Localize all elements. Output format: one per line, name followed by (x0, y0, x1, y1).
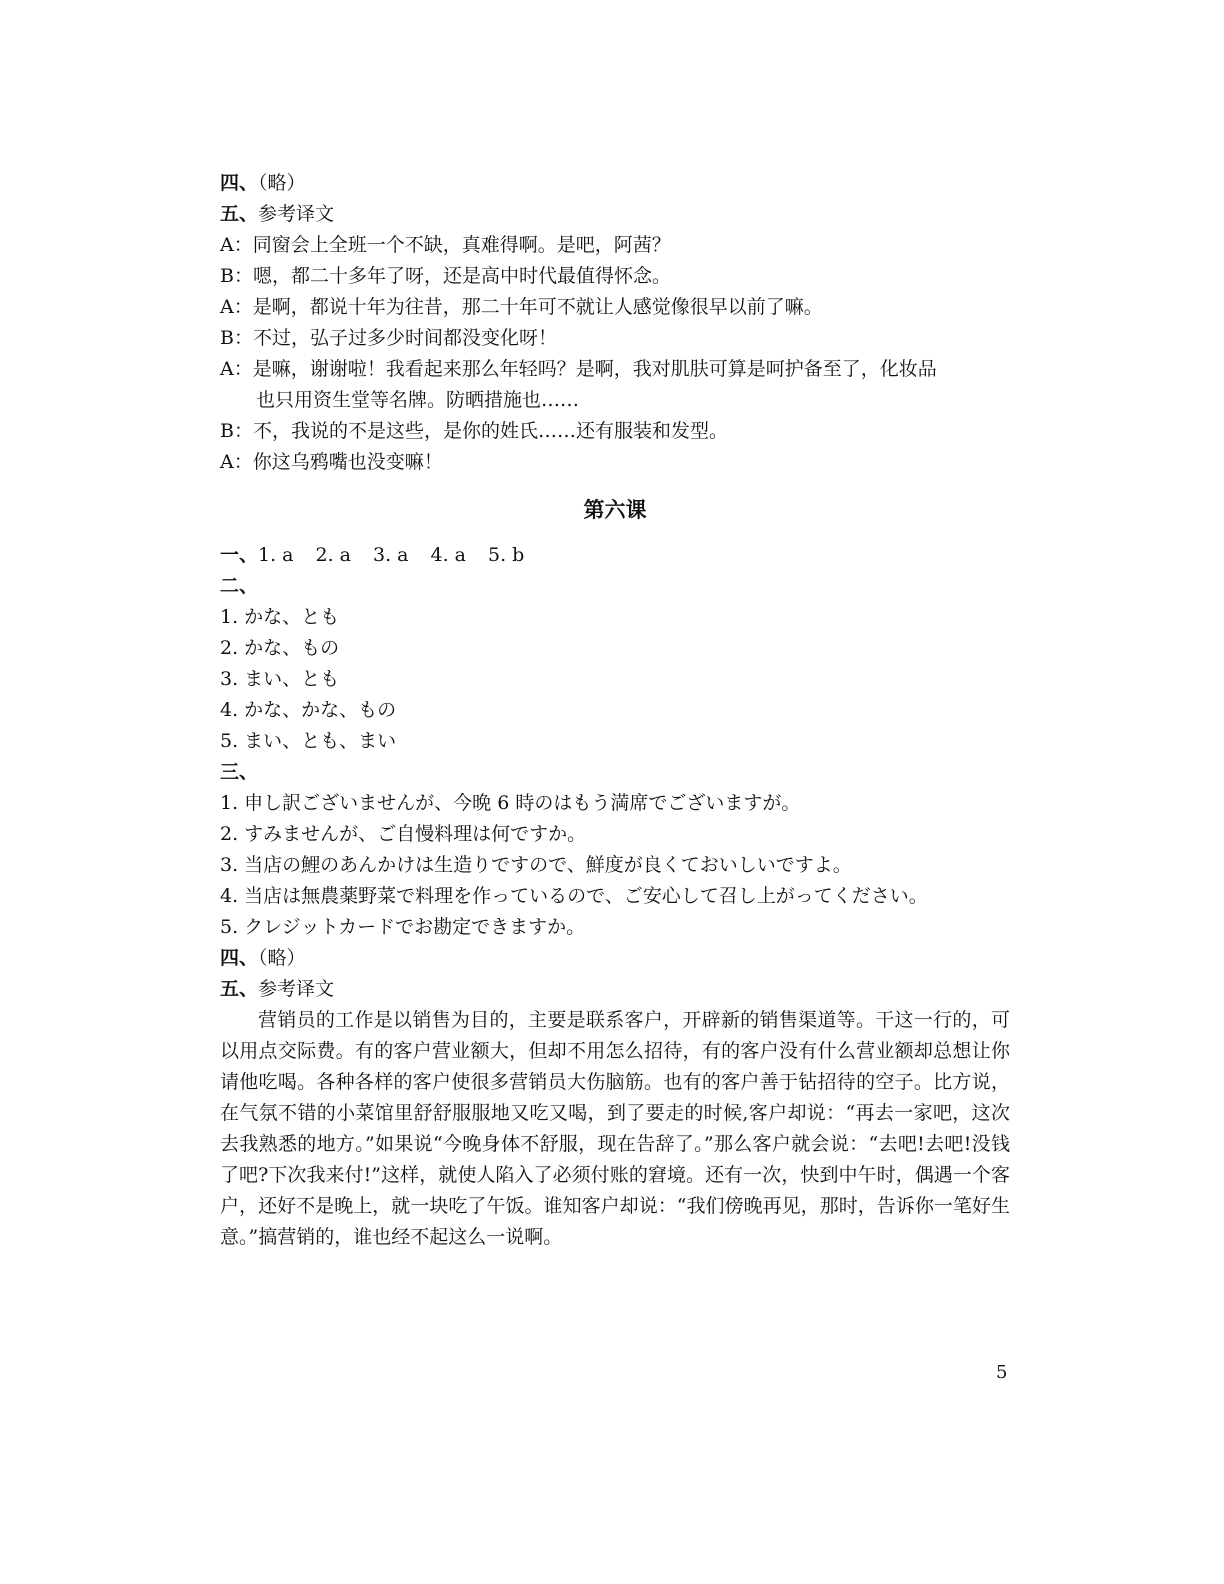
page-content (220, 168, 1010, 1253)
lesson-title: 第六课 (583, 497, 647, 522)
section-text: 参考译文 (258, 978, 335, 1000)
section-number: 四、 (220, 172, 259, 194)
list-item: 1. 申し訳ございませんが、今晩 6 時のはもう満席でございますが。 (220, 792, 801, 814)
dialogue-line: A：你这乌鸦嘴也没变嘛！ (220, 451, 443, 473)
dialogue-line: A：同窗会上全班一个不缺，真难得啊。是吧，阿茜？ (220, 234, 671, 256)
list-item: 4. 当店は無農薬野菜で料理を作っているので、ご安心して召し上がってください。 (220, 885, 928, 907)
dialogue-line-continuation: 也只用资生堂等名牌。防晒措施也…… (256, 389, 580, 411)
answer-item: 4. a (430, 544, 467, 566)
section-text: 参考译文 (258, 203, 335, 225)
answer-item: 5. b (488, 544, 525, 566)
list-item: 1. かな、とも (220, 606, 340, 628)
section-2-heading: 二、 (220, 575, 259, 597)
section-1-answers (220, 540, 1010, 571)
answer-item: 1. a (258, 544, 294, 566)
answer-item: 2. a (315, 544, 352, 566)
section-5-heading (220, 199, 1010, 230)
dialogue-line: B：不过，弘子过多少时间都没变化呀！ (220, 327, 557, 349)
list-item: 3. まい、とも (220, 668, 340, 690)
dialogue-line: B：不，我说的不是这些，是你的姓氏……还有服装和发型。 (220, 420, 728, 442)
section-text: （略） (258, 947, 306, 969)
section-3-heading: 三、 (220, 761, 259, 783)
section-5-heading (220, 974, 1010, 1005)
answer-item: 3. a (373, 544, 409, 566)
section-number: 五、 (220, 203, 259, 225)
section-number: 一、 (220, 544, 259, 566)
dialogue-line: B：嗯，都二十多年了呀，还是高中时代最值得怀念。 (220, 265, 671, 287)
dialogue-line: A：是啊，都说十年为往昔，那二十年可不就让人感觉像很早以前了嘛。 (220, 296, 823, 318)
list-item: 5. まい、とも、まい (220, 730, 397, 752)
list-item: 2. かな、もの (220, 637, 340, 659)
translation-paragraph: 营销员的工作是以销售为目的，主要是联系客户，开辟新的销售渠道等。干这一行的，可以用点交际费。有的客户营业额大，但却不用怎么招待，有的客户没有什么营业额却总想让你请他吃喝。各种各样的客户使很多营销员大伤脑筋。也有的客户善于钻招待的空子。比方说，在气氛不错的小菜馆里舒舒服服地又吃又喝，到了要走的时候,客户却说：“再去一家吧，这次去我熟悉的地方。”如果说“今晚身体不舒服，现在告辞了。”那么客户就会说：“去吧!去吧!没钱了吧?下次我来付!”这样，就使人陷入了必须付账的窘境。还有一次，快到中午时，偶遇一个客户，还好不是晚上，就一块吃了午饭。谁知客户却说：“我们傍晚再见，那时，告诉你一笔好生意。”搞营销的，谁也经不起这么一说啊。 (220, 1009, 1010, 1248)
dialogue-line: A：是嘛，谢谢啦！我看起来那么年轻吗？是啊，我对肌肤可算是呵护备至了，化妆品 (220, 358, 937, 380)
list-item: 4. かな、かな、もの (220, 699, 397, 721)
section-4-heading (220, 168, 1010, 199)
list-item: 2. すみませんが、ご自慢料理は何ですか。 (220, 823, 587, 845)
section-text: （略） (258, 172, 306, 194)
list-item: 3. 当店の鯉のあんかけは生造りですので、鮮度が良くておいしいですよ。 (220, 854, 852, 876)
section-number: 五、 (220, 978, 259, 1000)
section-4-heading (220, 943, 1010, 974)
section-number: 四、 (220, 947, 259, 969)
list-item: 5. クレジットカードでお勘定できますか。 (220, 916, 586, 938)
page-number: 5 (996, 1362, 1008, 1383)
